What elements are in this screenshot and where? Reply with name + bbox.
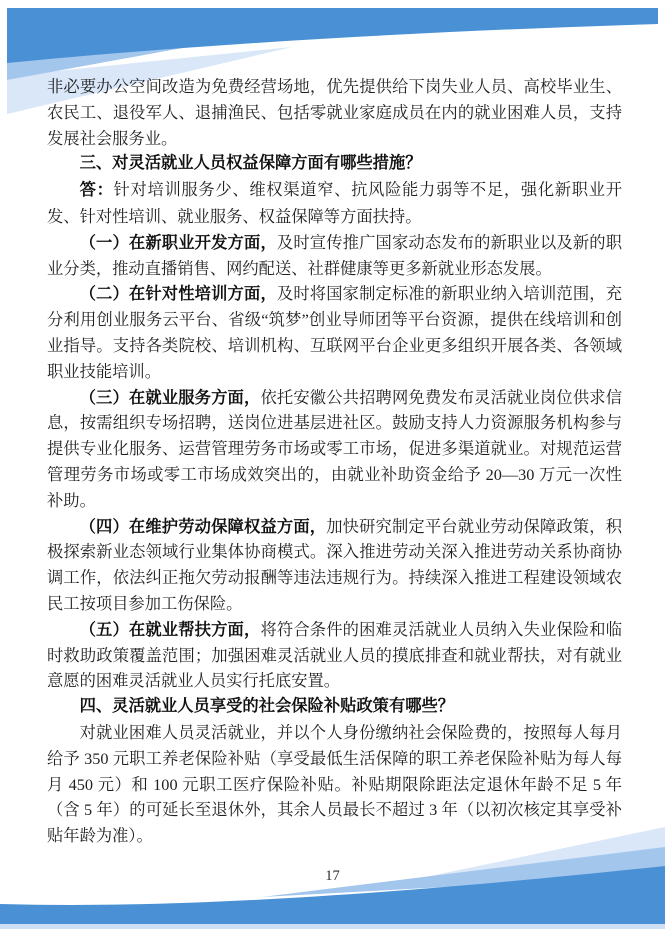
paragraph: 答：针对培训服务少、维权渠道窄、抗风险能力弱等不足，强化新职业开发、针对性培训、就业服务、权益保障等方面扶持。 (47, 180, 622, 226)
paragraph: （三）在就业服务方面，依托安徽公共招聘网免费发布灵活就业岗位供求信息，按需组织专场招聘，送岗位进基层进社区。鼓励支持人力资源服务机构参与提供专业化服务、运营管理劳务市场或零工市场，促进多渠道就业。对规范运营管理劳务市场或零工市场成效突出的，由就业补助资金给予 20—30 万元一次性补助。 (47, 387, 622, 510)
paragraph-lead: （三）在就业服务方面， (79, 387, 261, 407)
page-number: 17 (325, 868, 340, 884)
paragraph: （一）在新职业开发方面，及时宣传推广国家动态发布的新职业以及新的职业分类，推动直播销售、网约配送、社群健康等更多新就业形态发展。 (47, 232, 622, 278)
paragraph-lead: （五）在就业帮扶方面， (79, 619, 261, 639)
paragraph-lead: 答： (79, 181, 114, 200)
paragraph: （五）在就业帮扶方面，将符合条件的困难灵活就业人员纳入失业保险和临时救助政策覆盖范围；加强困难灵活就业人员的摸底排查和就业帮扶，对有就业意愿的困难灵活就业人员实行托底安置。 (47, 619, 622, 691)
paragraph-lead: （二）在针对性培训方面， (79, 284, 277, 304)
paragraph-lead: （四）在维护劳动保障权益方面， (79, 516, 327, 536)
paragraph: （四）在维护劳动保障权益方面，加快研究制定平台就业劳动保障政策，积极探索新业态领域行业集体协商模式。深入推进劳动关深入推进劳动关系协商协调工作，依法纠正拖欠劳动报酬等违法违规行为。持续深入推进工程建设领域农民工按项目参加工伤保险。 (47, 516, 622, 613)
section-heading: 三、对灵活就业人员权益保障方面有哪些措施？ (79, 154, 422, 173)
section-heading: 四、灵活就业人员享受的社会保险补贴政策有哪些？ (79, 697, 455, 716)
paragraph-lead: （一）在新职业开发方面， (79, 232, 277, 252)
paragraph: 非必要办公空间改造为免费经营场地，优先提供给下岗失业人员、高校毕业生、农民工、退役军人、退捕渔民、包括零就业家庭成员在内的就业困难人员，支持发展社会服务业。 (47, 77, 622, 148)
bottom-edge-strip (0, 924, 665, 929)
document-body (47, 74, 622, 849)
paragraph: 对就业困难人员灵活就业，并以个人身份缴纳社会保险费的，按照每人每月给予 350 元职工养老保险补贴（享受最低生活保障的职工养老保险补贴为每人每月 450 元）和 100 元职工医疗保险补贴。补贴期限除距法定退休年龄不足 5 年（含 5 年）的可延长至退休外，其余人员最长不超过 3 年（以初次核定其享受补贴年龄为准）。 (47, 722, 622, 846)
paragraph: （二）在针对性培训方面，及时将国家制定标准的新职业纳入培训范围，充分利用创业服务云平台、省级“筑梦”创业导师团等平台资源，提供在线培训和创业指导。支持各类院校、培训机构、互联网平台企业更多组织开展各类、各领域职业技能培训。 (47, 284, 622, 381)
